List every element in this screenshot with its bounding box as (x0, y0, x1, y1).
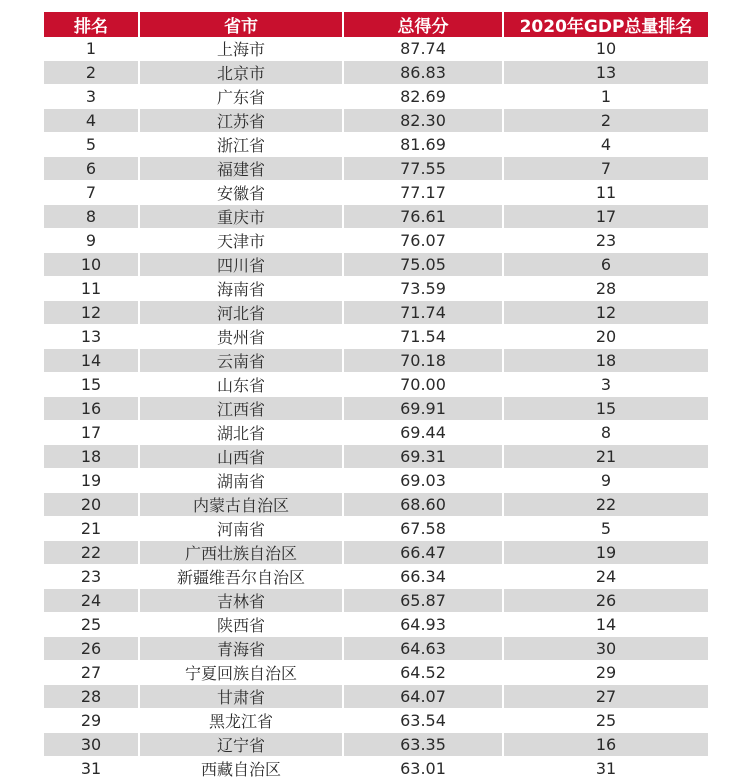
cell-total-score: 71.74 (344, 301, 504, 325)
table-row (44, 373, 708, 397)
cell-total-score: 64.07 (344, 685, 504, 709)
cell-gdp-rank: 31 (504, 757, 708, 781)
table-row (44, 709, 708, 733)
cell-total-score: 69.91 (344, 397, 504, 421)
table-row (44, 229, 708, 253)
cell-gdp-rank: 8 (504, 421, 708, 445)
table-row (44, 637, 708, 661)
cell-rank: 21 (44, 517, 140, 541)
table-row (44, 85, 708, 109)
cell-rank: 8 (44, 205, 140, 229)
table-row (44, 325, 708, 349)
cell-gdp-rank: 1 (504, 85, 708, 109)
cell-province: 福建省 (140, 157, 344, 181)
cell-total-score: 87.74 (344, 37, 504, 61)
table-row (44, 661, 708, 685)
cell-province: 浙江省 (140, 133, 344, 157)
cell-total-score: 63.54 (344, 709, 504, 733)
cell-rank: 16 (44, 397, 140, 421)
cell-total-score: 75.05 (344, 253, 504, 277)
cell-province: 广东省 (140, 85, 344, 109)
cell-gdp-rank: 4 (504, 133, 708, 157)
cell-gdp-rank: 23 (504, 229, 708, 253)
table-row (44, 253, 708, 277)
cell-province: 山东省 (140, 373, 344, 397)
cell-province: 山西省 (140, 445, 344, 469)
cell-gdp-rank: 5 (504, 517, 708, 541)
cell-province: 河北省 (140, 301, 344, 325)
cell-gdp-rank: 16 (504, 733, 708, 757)
cell-gdp-rank: 9 (504, 469, 708, 493)
cell-gdp-rank: 12 (504, 301, 708, 325)
cell-gdp-rank: 22 (504, 493, 708, 517)
cell-province: 新疆维吾尔自治区 (140, 565, 344, 589)
table-row (44, 469, 708, 493)
cell-gdp-rank: 21 (504, 445, 708, 469)
cell-total-score: 76.07 (344, 229, 504, 253)
cell-total-score: 86.83 (344, 61, 504, 85)
cell-rank: 26 (44, 637, 140, 661)
cell-total-score: 66.47 (344, 541, 504, 565)
cell-gdp-rank: 27 (504, 685, 708, 709)
cell-gdp-rank: 19 (504, 541, 708, 565)
cell-rank: 27 (44, 661, 140, 685)
header-rank: 排名 (44, 12, 140, 37)
table-row (44, 157, 708, 181)
cell-total-score: 77.55 (344, 157, 504, 181)
cell-rank: 14 (44, 349, 140, 373)
cell-province: 吉林省 (140, 589, 344, 613)
cell-rank: 2 (44, 61, 140, 85)
cell-total-score: 77.17 (344, 181, 504, 205)
table-row (44, 205, 708, 229)
cell-province: 天津市 (140, 229, 344, 253)
cell-gdp-rank: 30 (504, 637, 708, 661)
cell-province: 湖南省 (140, 469, 344, 493)
table-body (44, 37, 708, 781)
cell-province: 黑龙江省 (140, 709, 344, 733)
cell-province: 贵州省 (140, 325, 344, 349)
cell-total-score: 70.18 (344, 349, 504, 373)
cell-gdp-rank: 25 (504, 709, 708, 733)
cell-total-score: 70.00 (344, 373, 504, 397)
cell-rank: 5 (44, 133, 140, 157)
cell-province: 内蒙古自治区 (140, 493, 344, 517)
cell-rank: 9 (44, 229, 140, 253)
cell-total-score: 63.35 (344, 733, 504, 757)
cell-gdp-rank: 24 (504, 565, 708, 589)
cell-province: 广西壮族自治区 (140, 541, 344, 565)
table-row (44, 517, 708, 541)
cell-rank: 17 (44, 421, 140, 445)
cell-total-score: 82.69 (344, 85, 504, 109)
cell-province: 宁夏回族自治区 (140, 661, 344, 685)
cell-total-score: 82.30 (344, 109, 504, 133)
table-row (44, 589, 708, 613)
cell-province: 上海市 (140, 37, 344, 61)
cell-rank: 10 (44, 253, 140, 277)
header-total-score: 总得分 (344, 12, 504, 37)
cell-total-score: 69.31 (344, 445, 504, 469)
table-row (44, 133, 708, 157)
cell-province: 重庆市 (140, 205, 344, 229)
cell-province: 云南省 (140, 349, 344, 373)
table-row (44, 349, 708, 373)
cell-province: 海南省 (140, 277, 344, 301)
cell-rank: 6 (44, 157, 140, 181)
cell-province: 河南省 (140, 517, 344, 541)
cell-province: 北京市 (140, 61, 344, 85)
table-header (44, 12, 708, 37)
cell-rank: 19 (44, 469, 140, 493)
table-row (44, 733, 708, 757)
header-province: 省市 (140, 12, 344, 37)
cell-gdp-rank: 3 (504, 373, 708, 397)
cell-gdp-rank: 6 (504, 253, 708, 277)
table-row (44, 613, 708, 637)
cell-rank: 18 (44, 445, 140, 469)
cell-gdp-rank: 29 (504, 661, 708, 685)
cell-province: 辽宁省 (140, 733, 344, 757)
cell-province: 甘肃省 (140, 685, 344, 709)
cell-rank: 15 (44, 373, 140, 397)
cell-rank: 30 (44, 733, 140, 757)
cell-rank: 1 (44, 37, 140, 61)
cell-rank: 23 (44, 565, 140, 589)
cell-province: 江苏省 (140, 109, 344, 133)
cell-province: 江西省 (140, 397, 344, 421)
cell-rank: 28 (44, 685, 140, 709)
cell-total-score: 71.54 (344, 325, 504, 349)
header-row (44, 12, 708, 37)
cell-rank: 11 (44, 277, 140, 301)
cell-total-score: 67.58 (344, 517, 504, 541)
cell-province: 西藏自治区 (140, 757, 344, 781)
cell-total-score: 69.03 (344, 469, 504, 493)
cell-rank: 25 (44, 613, 140, 637)
table-row (44, 277, 708, 301)
cell-gdp-rank: 11 (504, 181, 708, 205)
cell-total-score: 65.87 (344, 589, 504, 613)
cell-total-score: 69.44 (344, 421, 504, 445)
cell-total-score: 68.60 (344, 493, 504, 517)
header-gdp-rank-2020: 2020年GDP总量排名 (504, 12, 708, 37)
cell-rank: 12 (44, 301, 140, 325)
cell-gdp-rank: 15 (504, 397, 708, 421)
table-row (44, 397, 708, 421)
cell-gdp-rank: 13 (504, 61, 708, 85)
cell-province: 陕西省 (140, 613, 344, 637)
table-row (44, 541, 708, 565)
cell-province: 青海省 (140, 637, 344, 661)
cell-gdp-rank: 18 (504, 349, 708, 373)
table-row (44, 37, 708, 61)
table-row (44, 61, 708, 85)
table-row (44, 301, 708, 325)
ranking-table-container (44, 12, 708, 781)
table-row (44, 421, 708, 445)
cell-rank: 22 (44, 541, 140, 565)
ranking-table (44, 12, 708, 781)
cell-rank: 24 (44, 589, 140, 613)
table-row (44, 181, 708, 205)
cell-gdp-rank: 7 (504, 157, 708, 181)
cell-province: 安徽省 (140, 181, 344, 205)
cell-gdp-rank: 28 (504, 277, 708, 301)
cell-rank: 4 (44, 109, 140, 133)
table-row (44, 565, 708, 589)
cell-gdp-rank: 17 (504, 205, 708, 229)
table-row (44, 445, 708, 469)
cell-rank: 13 (44, 325, 140, 349)
cell-rank: 20 (44, 493, 140, 517)
cell-total-score: 81.69 (344, 133, 504, 157)
cell-gdp-rank: 20 (504, 325, 708, 349)
cell-rank: 29 (44, 709, 140, 733)
cell-gdp-rank: 10 (504, 37, 708, 61)
table-row (44, 685, 708, 709)
cell-total-score: 66.34 (344, 565, 504, 589)
cell-gdp-rank: 14 (504, 613, 708, 637)
cell-gdp-rank: 26 (504, 589, 708, 613)
table-row (44, 757, 708, 781)
cell-total-score: 73.59 (344, 277, 504, 301)
cell-province: 四川省 (140, 253, 344, 277)
cell-rank: 7 (44, 181, 140, 205)
cell-province: 湖北省 (140, 421, 344, 445)
cell-total-score: 64.52 (344, 661, 504, 685)
cell-total-score: 76.61 (344, 205, 504, 229)
cell-gdp-rank: 2 (504, 109, 708, 133)
cell-total-score: 63.01 (344, 757, 504, 781)
cell-total-score: 64.63 (344, 637, 504, 661)
cell-rank: 31 (44, 757, 140, 781)
table-row (44, 109, 708, 133)
table-row (44, 493, 708, 517)
cell-rank: 3 (44, 85, 140, 109)
cell-total-score: 64.93 (344, 613, 504, 637)
